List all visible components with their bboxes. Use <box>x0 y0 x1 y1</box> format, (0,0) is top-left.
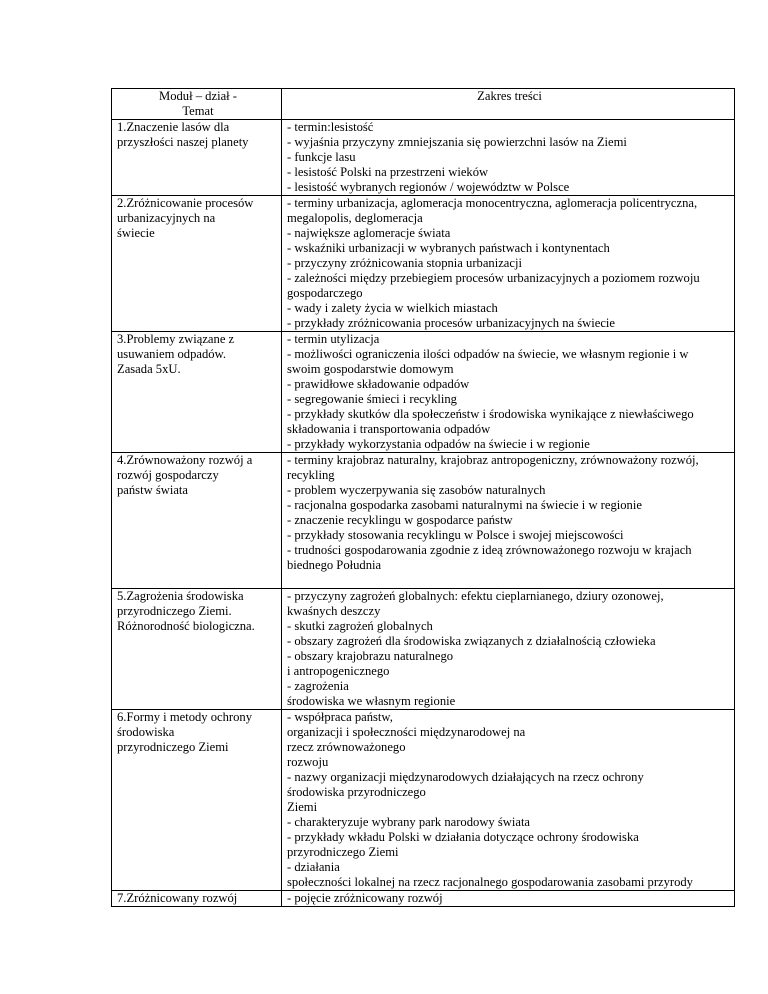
topic-line: urbanizacyjnych na <box>117 211 216 225</box>
topic-line: środowiska <box>117 725 175 739</box>
topic-line: usuwaniem odpadów. <box>117 347 227 361</box>
topic-cell <box>112 196 282 332</box>
content-line: - segregowanie śmieci i recykling <box>287 392 457 406</box>
content-line: - racjonalna gospodarka zasobami naturalnymi na świecie i w regionie <box>287 498 642 512</box>
content-line: - terminy urbanizacja, aglomeracja monocentryczna, aglomeracja policentryczna, <box>287 196 698 210</box>
header-line: Moduł – dział - <box>159 89 237 103</box>
content-line: - możliwości ograniczenia ilości odpadów na świecie, we własnym regionie i w <box>287 347 689 361</box>
content-cell <box>282 589 735 710</box>
content-line: - skutki zagrożeń globalnych <box>287 619 433 633</box>
topic-line: Różnorodność biologiczna. <box>117 619 255 633</box>
topic-line: 6.Formy i metody ochrony <box>117 710 253 724</box>
content-line: megalopolis, deglomeracja <box>287 211 423 225</box>
topic-line: Zasada 5xU. <box>117 362 181 376</box>
content-cell <box>282 710 735 891</box>
content-line: - przykłady wkładu Polski w działania dotyczące ochrony środowiska <box>287 830 639 844</box>
topic-cell <box>112 891 282 907</box>
content-line: - lesistość wybranych regionów / województw w Polsce <box>287 180 570 194</box>
header-line: Temat <box>182 104 214 118</box>
content-line: - przykłady zróżnicowania procesów urbanizacyjnych na świecie <box>287 316 615 330</box>
content-line: - przyczyny zagrożeń globalnych: efektu cieplarnianego, dziury ozonowej, <box>287 589 664 603</box>
content-line: - zależności między przebiegiem procesów urbanizacyjnych a poziomem rozwoju <box>287 271 700 285</box>
content-line: - lesistość Polski na przestrzeni wieków <box>287 165 489 179</box>
content-line: organizacji i społeczności międzynarodowej na <box>287 725 526 739</box>
content-line: środowiska we własnym regionie <box>287 694 456 708</box>
header-title: Zakres treści <box>477 89 542 103</box>
content-line: Ziemi <box>287 800 318 814</box>
module-column-header <box>112 89 282 120</box>
content-line: gospodarczego <box>287 286 363 300</box>
content-line: - przykłady stosowania recyklingu w Polsce i swojej miejscowości <box>287 528 624 542</box>
table-row <box>112 332 735 453</box>
content-line: kwaśnych deszczy <box>287 604 381 618</box>
content-line: - działania <box>287 860 340 874</box>
content-line: - funkcje lasu <box>287 150 356 164</box>
table-row <box>112 453 735 589</box>
content-line: - termin utylizacja <box>287 332 380 346</box>
content-line: - wyjaśnia przyczyny zmniejszania się powierzchni lasów na Ziemi <box>287 135 627 149</box>
topic-line: przyrodniczego Ziemi. <box>117 604 232 618</box>
table-row <box>112 589 735 710</box>
topic-cell <box>112 453 282 589</box>
content-line: - zagrożenia <box>287 679 349 693</box>
topic-line: 3.Problemy związane z <box>117 332 235 346</box>
content-line: - pojęcie zróżnicowany rozwój <box>287 891 443 905</box>
content-line: swoim gospodarstwie domowym <box>287 362 454 376</box>
content-line: rozwoju <box>287 755 329 769</box>
content-cell <box>282 120 735 196</box>
topic-line: 4.Zrównoważony rozwój a <box>117 453 253 467</box>
content-line: i antropogenicznego <box>287 664 390 678</box>
topic-line: rozwój gospodarczy <box>117 468 219 482</box>
content-line: - problem wyczerpywania się zasobów naturalnych <box>287 483 546 497</box>
content-line: - obszary krajobrazu naturalnego <box>287 649 454 663</box>
topic-line: przyszłości naszej planety <box>117 135 249 149</box>
table-row <box>112 196 735 332</box>
topic-cell <box>112 120 282 196</box>
content-column-header <box>282 89 735 120</box>
content-line: składowania i transportowania odpadów <box>287 422 491 436</box>
table-row <box>112 120 735 196</box>
table-row <box>112 891 735 907</box>
topic-cell <box>112 332 282 453</box>
content-line: - przykłady skutków dla społeczeństw i środowiska wynikające z niewłaściwego <box>287 407 694 421</box>
topic-line: 2.Zróżnicowanie procesów <box>117 196 254 210</box>
table-header-row <box>112 89 735 120</box>
content-line: - największe aglomeracje świata <box>287 226 451 240</box>
table-row <box>112 710 735 891</box>
content-line: - przykłady wykorzystania odpadów na świecie i w regionie <box>287 437 590 451</box>
content-cell <box>282 332 735 453</box>
content-line: - współpraca państw, <box>287 710 393 724</box>
content-cell <box>282 891 735 907</box>
content-line: społeczności lokalnej na rzecz racjonalnego gospodarowania zasobami przyrody <box>287 875 693 889</box>
content-line: - wady i zalety życia w wielkich miastach <box>287 301 498 315</box>
topic-line: świecie <box>117 226 155 240</box>
content-line: recykling <box>287 468 335 482</box>
content-line: - przyczyny zróżnicowania stopnia urbanizacji <box>287 256 522 270</box>
content-line: - znaczenie recyklingu w gospodarce państw <box>287 513 513 527</box>
topic-cell <box>112 710 282 891</box>
topic-line: 5.Zagrożenia środowiska <box>117 589 244 603</box>
topic-line: przyrodniczego Ziemi <box>117 740 229 754</box>
content-line: - nazwy organizacji międzynarodowych działających na rzecz ochrony <box>287 770 644 784</box>
content-line: rzecz zrównoważonego <box>287 740 406 754</box>
content-line: środowiska przyrodniczego <box>287 785 426 799</box>
topic-cell <box>112 589 282 710</box>
topic-line: 1.Znaczenie lasów dla <box>117 120 230 134</box>
curriculum-table <box>111 88 735 907</box>
content-line: - prawidłowe składowanie odpadów <box>287 377 470 391</box>
content-line: przyrodniczego Ziemi <box>287 845 399 859</box>
content-line: biednego Południa <box>287 558 382 572</box>
content-cell <box>282 196 735 332</box>
content-line: - termin:lesistość <box>287 120 374 134</box>
content-line: - trudności gospodarowania zgodnie z ideą zrównoważonego rozwoju w krajach <box>287 543 692 557</box>
content-line: - terminy krajobraz naturalny, krajobraz antropogeniczny, zrównoważony rozwój, <box>287 453 699 467</box>
topic-line: 7.Zróżnicowany rozwój <box>117 891 238 905</box>
topic-line: państw świata <box>117 483 188 497</box>
content-line: - charakteryzuje wybrany park narodowy świata <box>287 815 531 829</box>
content-cell <box>282 453 735 589</box>
content-line: - wskaźniki urbanizacji w wybranych państwach i kontynentach <box>287 241 610 255</box>
content-line: - obszary zagrożeń dla środowiska związanych z działalnością człowieka <box>287 634 656 648</box>
